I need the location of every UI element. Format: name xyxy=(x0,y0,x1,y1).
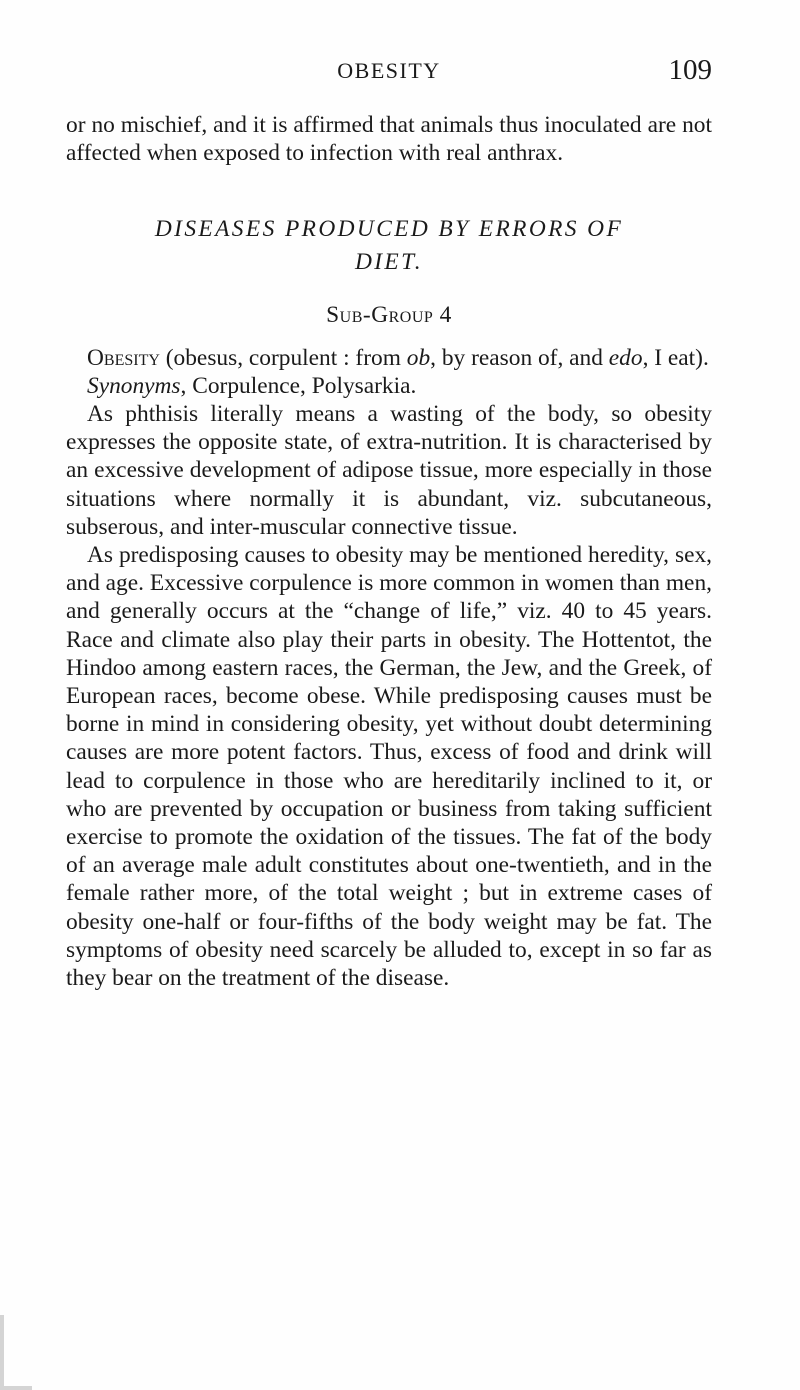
definition-part-b: , by reason of, and xyxy=(430,344,609,371)
paragraph-phthisis: As phthisis literally means a wasting of the body, so obesity expresses the opposite state, of extra-nutrition. It is characterised by an excessive development of adipose tissue, more especially in those situations where normally it is abundant, viz. subcutaneous, subserous, and inter-muscular connective tissue. xyxy=(66,401,712,540)
paragraph-predisposing-causes: As predisposing causes to obesity may be mentioned heredity, sex, and age. Excessive corpulence is more common in women than men, and generally occurs at the “change of life,” viz. 40 to 45 years. Race and climate also play their parts in obesity. The Hottentot, the Hindoo among eastern races, the German, the Jew, and the Greek, of European races, become obese. While predisposing causes must be borne in mind in considering obesity, yet without doubt determining causes are more potent factors. Thus, excess of food and drink will lead to corpulence in those who are hereditarily inclined to it, or who are prevented by occupation or business from taking sufficient exercise to promote the oxidation of the tissues. The fat of the body of an average male adult constitutes about one-twentieth, and in the female rather more, of the total weight ; but in extreme cases of obesity one-half or four-fifths of the body weight may be fat. The symptoms of obesity need scarcely be alluded to, except in so far as they bear on the treatment of the disease. xyxy=(66,542,712,992)
term-obesity: Obesity xyxy=(87,344,160,371)
body-text xyxy=(66,111,712,992)
definition-part-c: , I eat). xyxy=(642,344,709,371)
synonyms-label: Synonyms xyxy=(87,372,181,399)
latin-ob: ob xyxy=(406,344,431,371)
paragraph-definition xyxy=(66,344,712,372)
paragraph-synonyms xyxy=(66,372,712,400)
definition-part-a: (obesus, corpulent : from xyxy=(159,344,407,371)
synonyms-text: , Corpulence, Polysarkia. xyxy=(180,372,417,399)
subgroup-heading: Sub-Group 4 xyxy=(326,302,452,329)
binding-edge-rule xyxy=(0,1315,4,1390)
chapter-heading-line-1: DISEASES PRODUCED BY ERRORS OF xyxy=(154,216,624,243)
binding-edge-rule-bottom xyxy=(0,1386,32,1390)
paragraph-continuation: or no mischief, and it is affirmed that animals thus inoculated are not affected when exposed to infection with real anthrax. xyxy=(66,112,712,167)
running-head xyxy=(66,54,712,88)
chapter-heading xyxy=(66,213,712,279)
running-title: OBESITY xyxy=(337,58,441,83)
chapter-heading-line-2: DIET. xyxy=(354,249,424,276)
latin-edo: edo xyxy=(608,344,643,371)
page-number: 109 xyxy=(668,54,712,86)
